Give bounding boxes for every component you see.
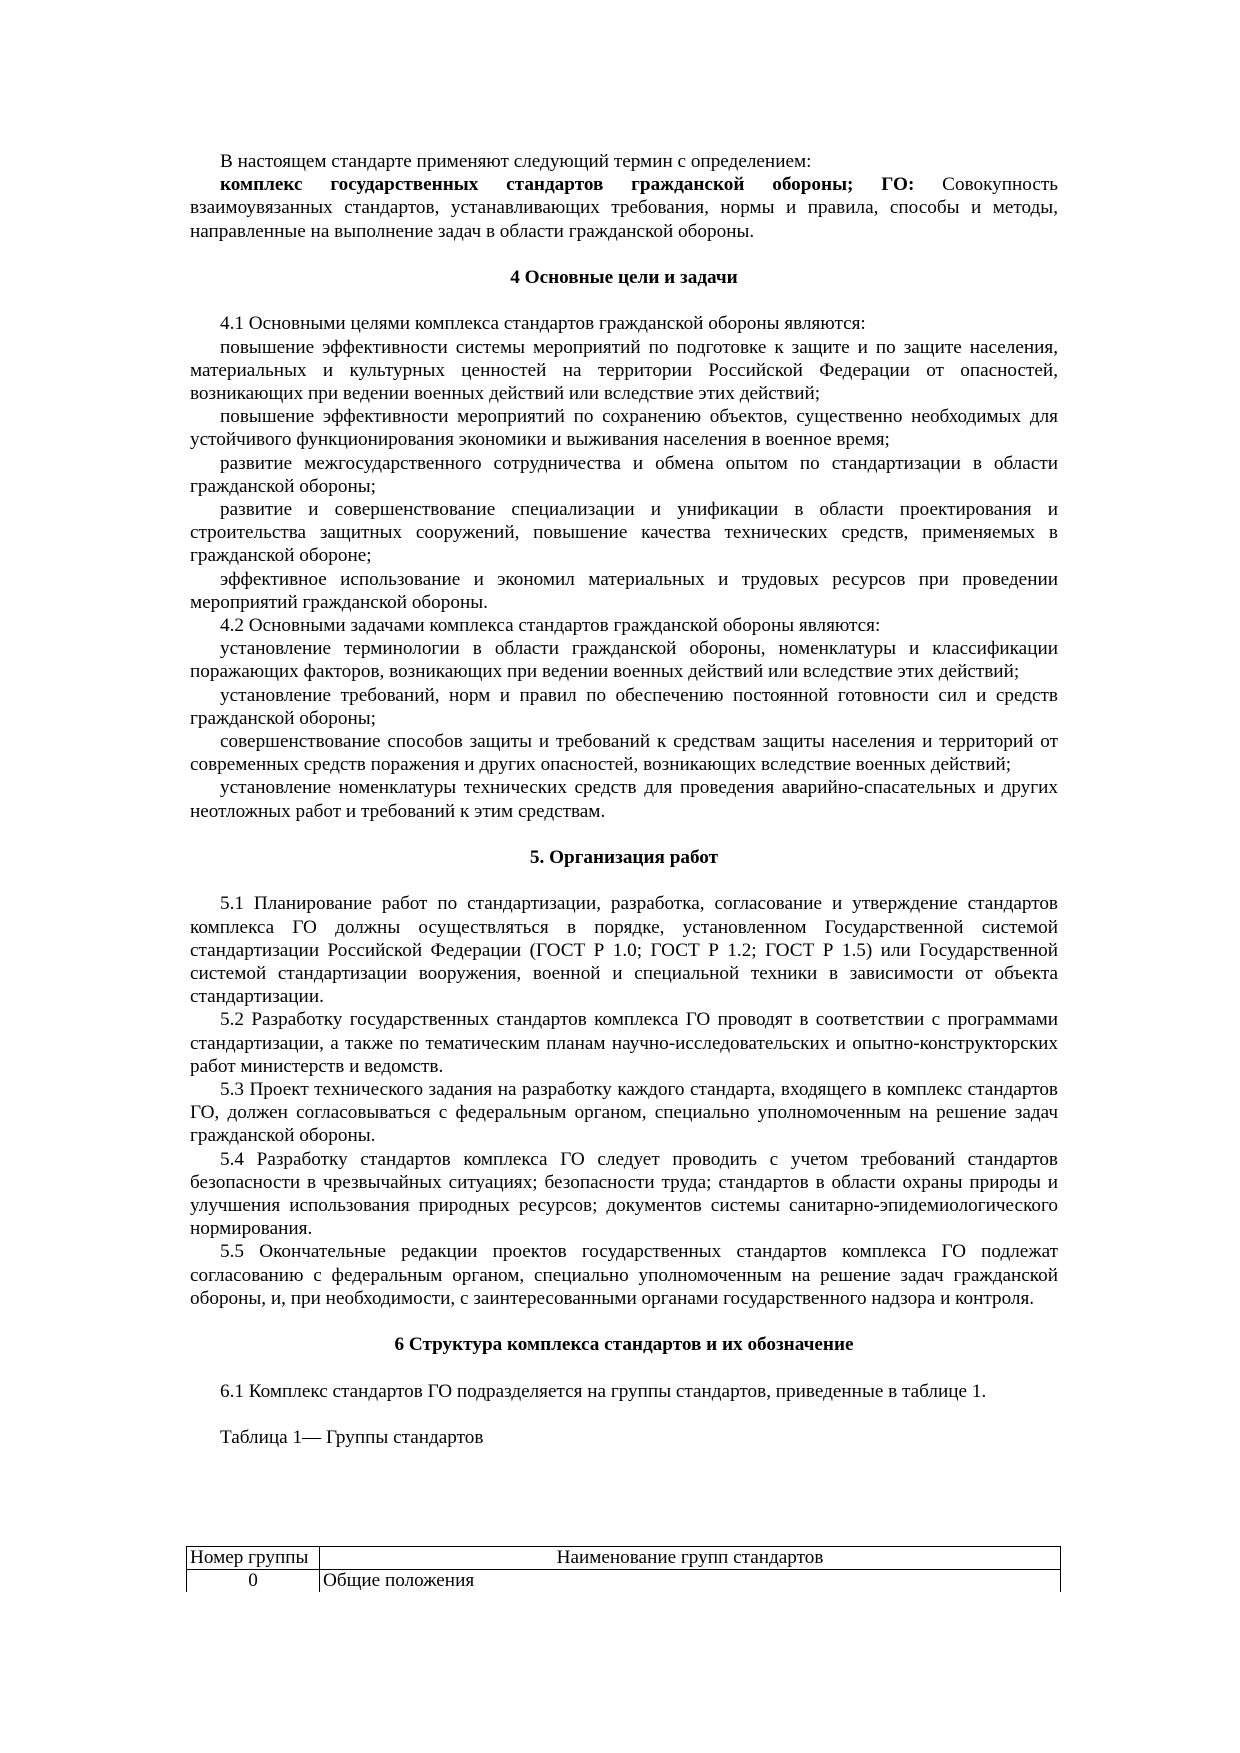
section-6-heading: 6 Структура комплекса стандартов и их обозначение: [394, 1334, 854, 1356]
s4-paragraph: эффективное использование и экономил материальных и трудовых ресурсов при проведении мероприятий гражданской обороны.: [190, 568, 1058, 613]
section-5-heading: 5. Организация работ: [529, 847, 719, 869]
cell-group-number: 0: [187, 1570, 320, 1593]
term-definition: [190, 173, 1058, 243]
term-definition-text: Совокупность взаимоувязанных стандартов, устанавливающих требования, нормы и правила, способы и методы, направленные на выполнение задач в области гражданской обороны.: [190, 174, 1058, 242]
spacer: [190, 1310, 1058, 1333]
term-name: комплекс государственных стандартов гражданской обороны; ГО:: [220, 174, 915, 196]
header-group-number: Номер группы: [187, 1547, 320, 1570]
s5-paragraph: 5.4 Разработку стандартов комплекса ГО следует проводить с учетом требований стандартов безопасности в чрезвычайных ситуациях; безопасности труда; стандартов в области охраны природы и улучшения использования природных ресурсов; документов системы санитарно-эпидемиологического нормирования.: [190, 1148, 1058, 1240]
spacer: [190, 243, 1058, 266]
s4-paragraph: развитие межгосударственного сотрудничества и обмена опытом по стандартизации в области гражданской обороны;: [190, 452, 1058, 497]
s4-paragraph: совершенствование способов защиты и требований к средствам защиты населения и территорий от современных средств поражения и других опасностей, возникающих вследствие военных действий;: [190, 731, 1058, 776]
s5-paragraph: 5.3 Проект технического задания на разработку каждого стандарта, входящего в комплекс стандартов ГО, должен согласовываться с федеральным органом, специально уполномоченным на решение задач гражданской обороны.: [190, 1079, 1058, 1147]
s5-paragraph: 5.5 Окончательные редакции проектов государственных стандартов комплекса ГО подлежат согласованию с федеральным органом, специально уполномоченным на решение задач гражданской обороны, и, при необходимости, с заинтересованными органами государственного надзора и контроля.: [190, 1241, 1058, 1309]
section-4-heading: 4 Основные цели и задачи: [510, 267, 738, 288]
s6-paragraph: 6.1 Комплекс стандартов ГО подразделяется на группы стандартов, приведенные в таблице 1.: [220, 1380, 987, 1402]
spacer: [190, 289, 1058, 312]
s4-paragraph: 4.2 Основными задачами комплекса стандартов гражданской обороны являются:: [220, 615, 881, 637]
s4-paragraph: установление номенклатуры технических средств для проведения аварийно-спасательных и других неотложных работ и требований к этим средствам.: [190, 777, 1058, 822]
intro-line: В настоящем стандарте применяют следующий термин с определением:: [220, 151, 812, 172]
s4-paragraph: установление терминологии в области гражданской обороны, номенклатуры и классификации поражающих факторов, возникающих при ведении военных действий или вследствие этих действий;: [190, 638, 1058, 683]
table-caption: Таблица 1— Группы стандартов: [220, 1427, 484, 1449]
spacer: [190, 1356, 1058, 1379]
s5-paragraph: 5.1 Планирование работ по стандартизации, разработка, согласование и утверждение стандартов комплекса ГО должны осуществляться в порядке, установленном Государственной системой стандартизации Российской Федерации (ГОСТ Р 1.0; ГОСТ Р 1.2; ГОСТ Р 1.5) или Государственной системой стандартизации вооружения, военной и специальной техники в зависимости от объекта стандартизации.: [190, 893, 1058, 1008]
s4-paragraph: повышение эффективности системы мероприятий по подготовке к защите и по защите населения, материальных и культурных ценностей на территории Российской Федерации от опасностей, возникающих при ведении военных действий или вследствие этих действий;: [190, 336, 1058, 404]
s4-paragraph: установление требований, норм и правил по обеспечению постоянной готовности сил и средств гражданской обороны;: [190, 684, 1058, 729]
spacer: [190, 1403, 1058, 1426]
document-page: [190, 150, 1058, 1449]
s5-paragraph: 5.2 Разработку государственных стандартов комплекса ГО проводят в соответствии с программами стандартизации, а также по тематическим планам научно-исследовательских и опытно-конструкторских работ министерств и ведомств.: [190, 1009, 1058, 1077]
header-group-name: Наименование групп стандартов: [320, 1547, 1061, 1570]
s4-paragraph: развитие и совершенствование специализации и унификации в области проектирования и строительства защитных сооружений, повышение качества технических средств, применяемых в гражданской обороне;: [190, 499, 1058, 567]
standards-groups-table: [186, 1546, 1061, 1592]
s4-paragraph: 4.1 Основными целями комплекса стандартов гражданской обороны являются:: [220, 313, 866, 335]
table-row: [187, 1570, 1061, 1593]
table-header-row: [187, 1547, 1061, 1570]
s4-paragraph: повышение эффективности мероприятий по сохранению объектов, существенно необходимых для устойчивого функционирования экономики и выживания населения в военное время;: [190, 406, 1058, 451]
spacer: [190, 823, 1058, 846]
spacer: [190, 869, 1058, 892]
cell-group-name: Общие положения: [320, 1570, 1061, 1593]
